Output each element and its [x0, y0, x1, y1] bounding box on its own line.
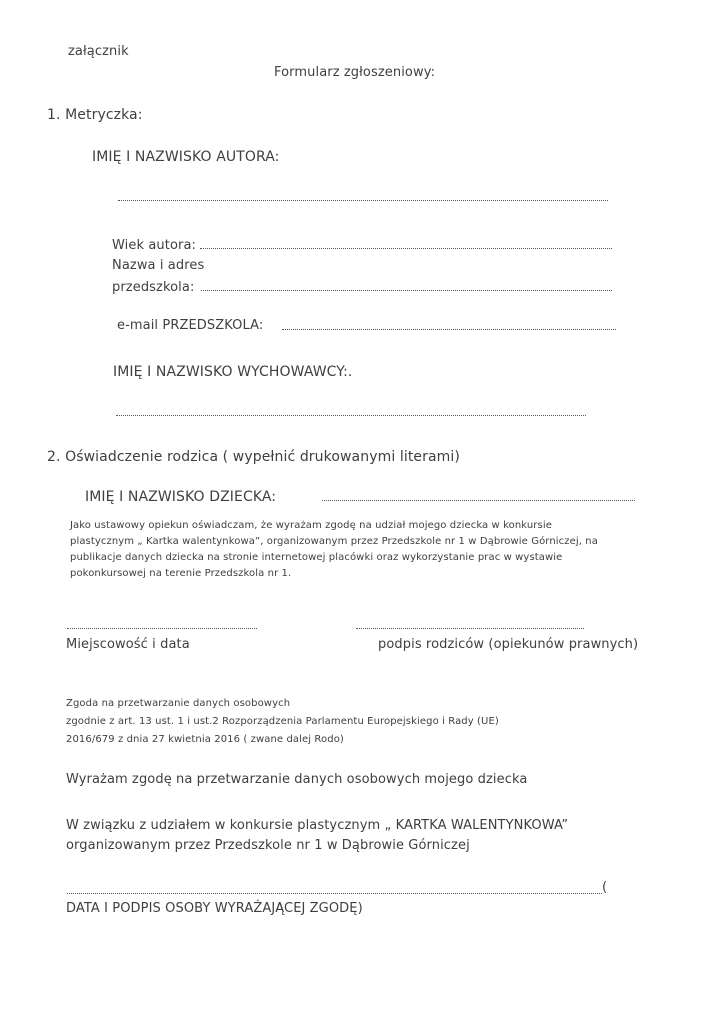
section2-heading: 2. Oświadczenie rodzica ( wypełnić drukowanymi literami): [47, 449, 460, 465]
parent-signature-field[interactable]: [356, 628, 584, 629]
preschool-name-label-line2: przedszkola:: [112, 280, 195, 295]
preschool-name-address-field[interactable]: [201, 290, 612, 291]
consent-signature-field[interactable]: [67, 893, 602, 894]
place-date-field[interactable]: [67, 628, 257, 629]
form-title: Formularz zgłoszeniowy:: [274, 65, 436, 80]
author-name-label: IMIĘ I NAZWISKO AUTORA:: [92, 149, 280, 165]
legal-line: zgodnie z art. 13 ust. 1 i ust.2 Rozporządzenia Parlamentu Europejskiego i Rady (UE): [66, 716, 499, 727]
teacher-name-label: IMIĘ I NAZWISKO WYCHOWAWCY:.: [113, 364, 353, 380]
consent-statement: Wyrażam zgodę na przetwarzanie danych osobowych mojego dziecka: [66, 772, 528, 787]
place-date-label: Miejscowość i data: [66, 637, 190, 652]
declaration-line: Jako ustawowy opiekun oświadczam, że wyrażam zgodę na udział mojego dziecka w konkursie: [70, 520, 552, 531]
consent-signature-label: DATA I PODPIS OSOBY WYRAŻAJĄCEJ ZGODĘ): [66, 901, 363, 916]
author-age-field[interactable]: [200, 248, 612, 249]
context-line: W związku z udziałem w konkursie plastycznym „ KARTKA WALENTYNKOWA”: [66, 818, 569, 833]
preschool-name-label-line1: Nazwa i adres: [112, 258, 205, 273]
parent-signature-label: podpis rodziców (opiekunów prawnych): [378, 637, 639, 652]
preschool-email-field[interactable]: [282, 329, 616, 330]
declaration-line: plastycznym „ Kartka walentynkowa”, organizowanym przez Przedszkole nr 1 w Dąbrowie Górniczej, na: [70, 536, 598, 547]
signature-open-paren: (: [602, 880, 608, 895]
context-line: organizowanym przez Przedszkole nr 1 w Dąbrowie Górniczej: [66, 838, 470, 853]
author-age-label: Wiek autora:: [112, 238, 196, 253]
declaration-line: pokonkursowej na terenie Przedszkola nr 1.: [70, 568, 292, 579]
child-name-field[interactable]: [322, 500, 635, 501]
section1-heading: 1. Metryczka:: [47, 107, 143, 123]
declaration-line: publikacje danych dziecka na stronie internetowej placówki oraz wykorzystanie prac w wystawie: [70, 552, 563, 563]
attachment-label: załącznik: [68, 44, 129, 59]
preschool-email-label: e-mail PRZEDSZKOLA:: [117, 318, 264, 333]
teacher-name-field[interactable]: [116, 415, 586, 416]
legal-line: 2016/679 z dnia 27 kwietnia 2016 ( zwane dalej Rodo): [66, 734, 344, 745]
child-name-label: IMIĘ I NAZWISKO DZIECKA:: [85, 489, 277, 505]
legal-line: Zgoda na przetwarzanie danych osobowych: [66, 698, 291, 709]
author-name-field[interactable]: [118, 200, 608, 201]
